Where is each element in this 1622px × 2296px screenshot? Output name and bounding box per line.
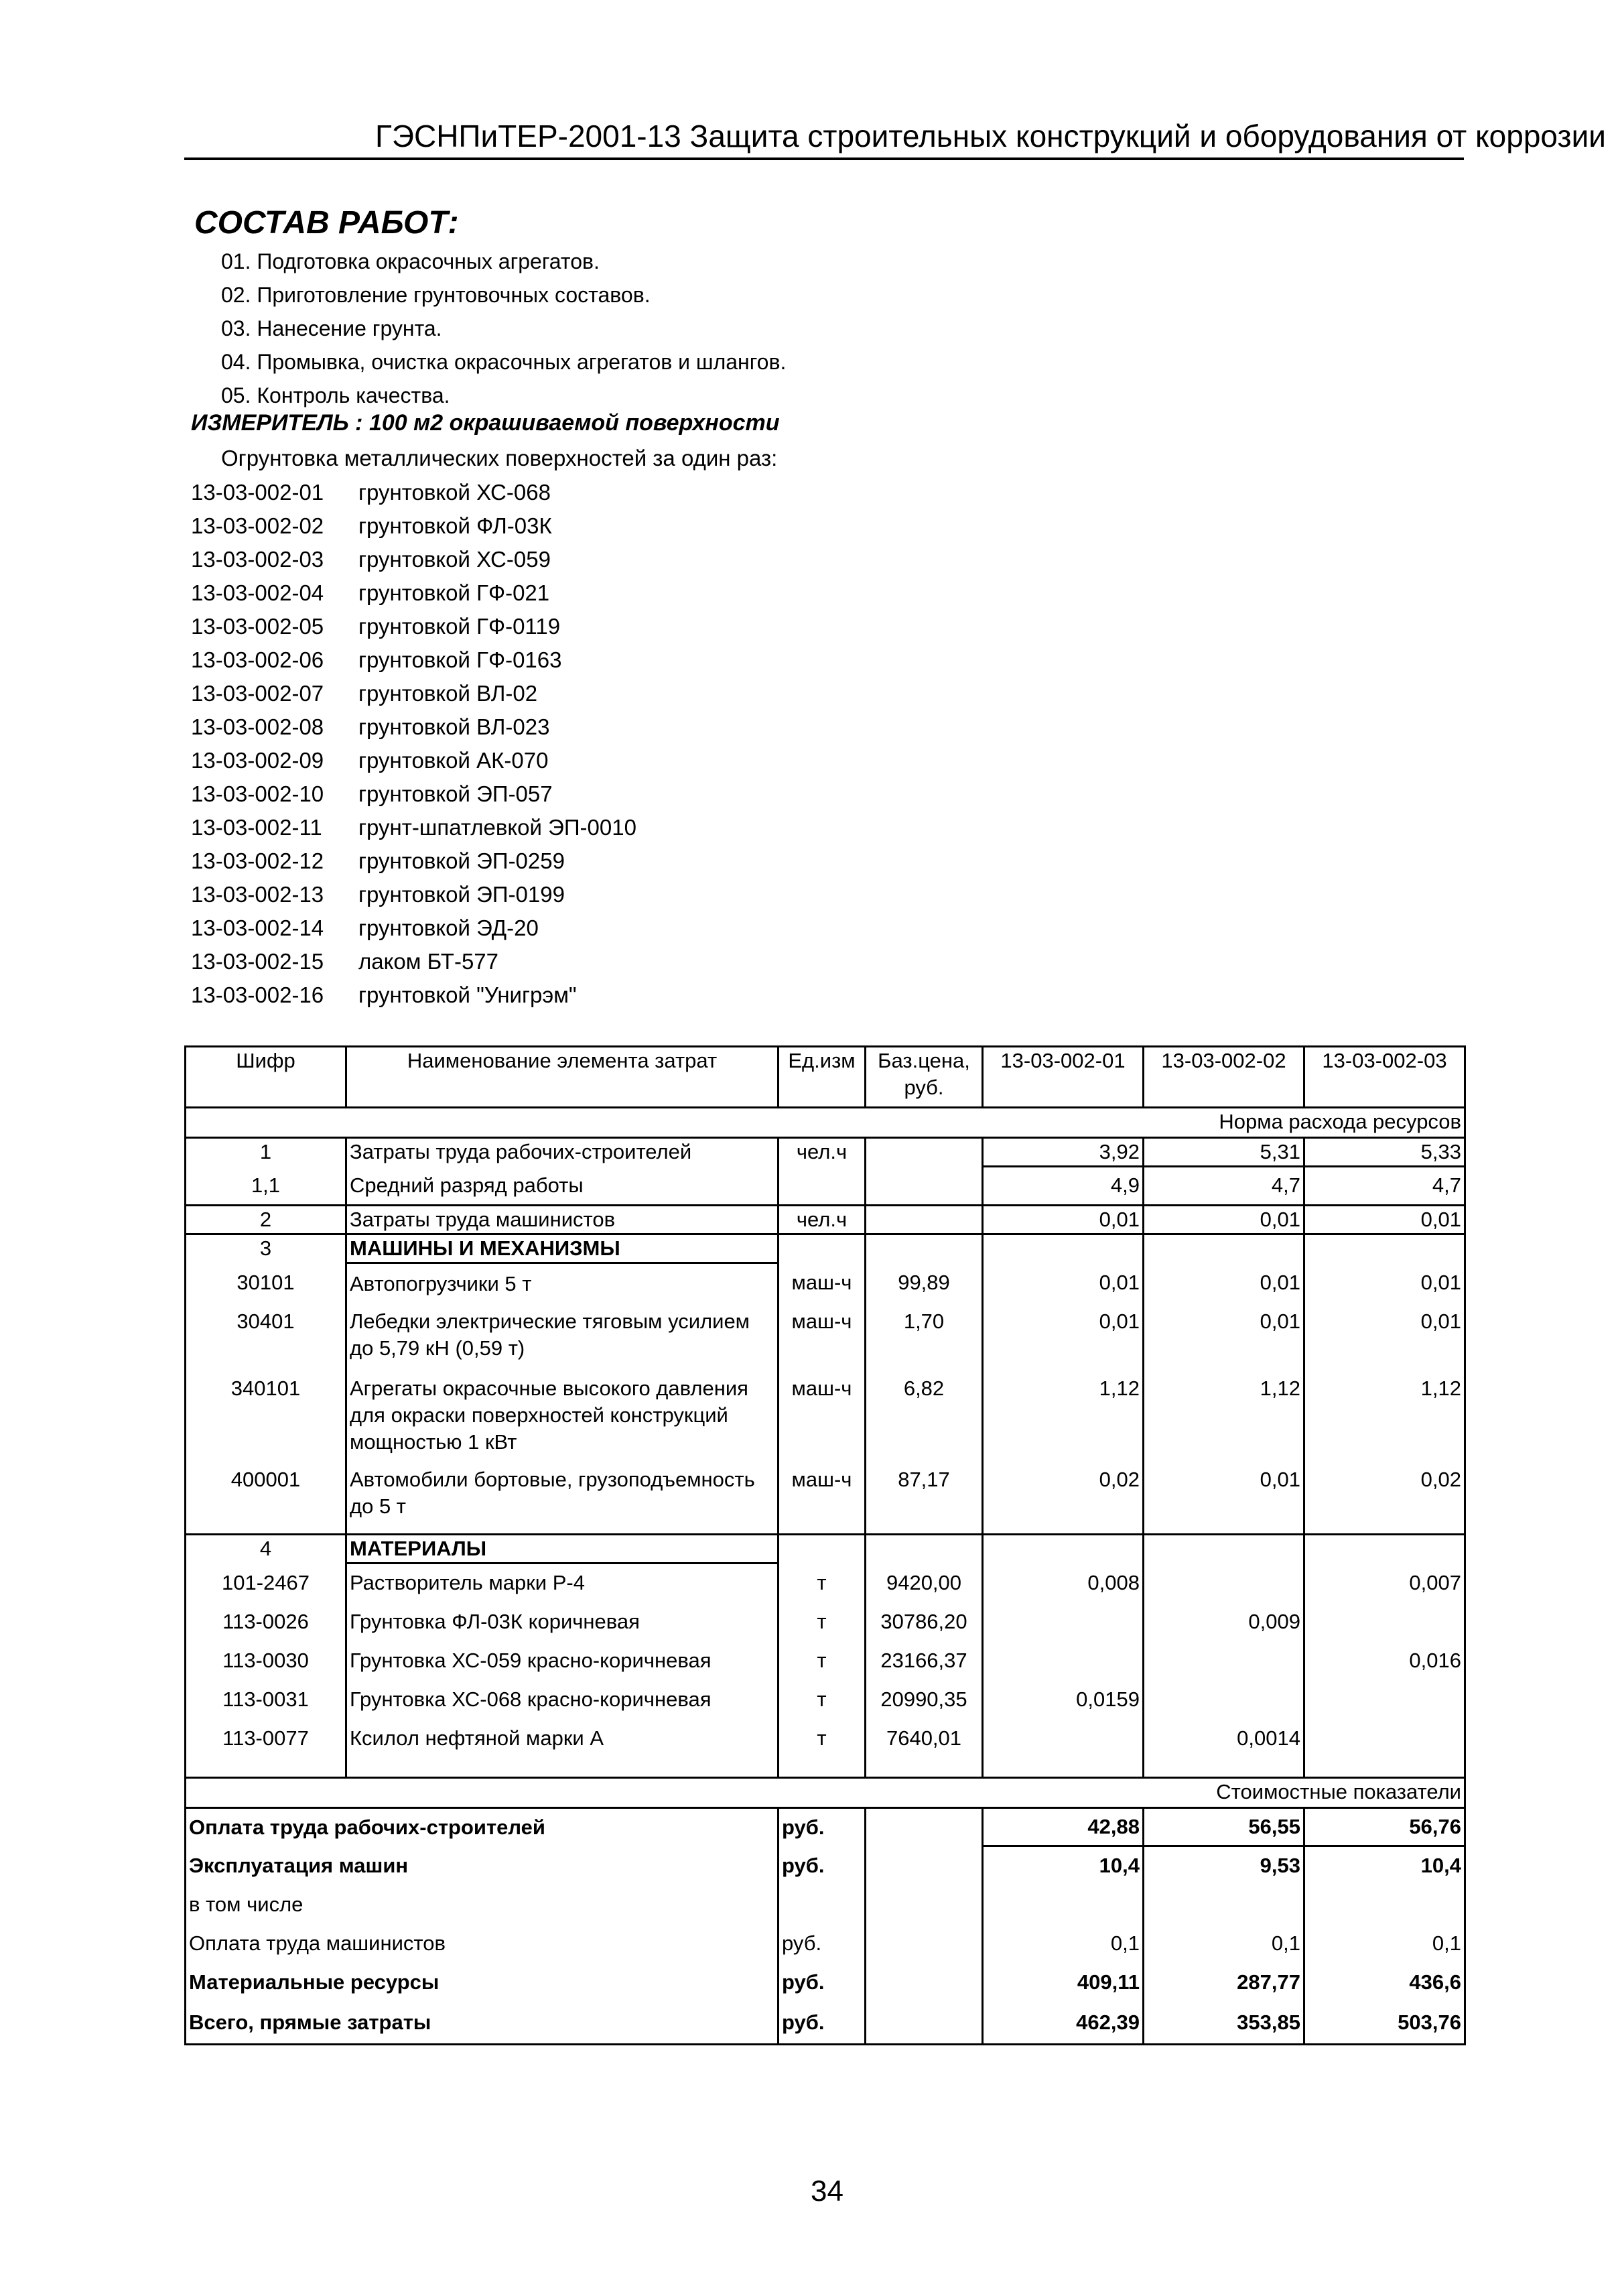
code-row — [191, 677, 636, 710]
code-row — [191, 811, 636, 844]
cost-row — [186, 2002, 1465, 2045]
cost-row-value-2 — [1144, 1885, 1304, 1924]
row-unit: т — [779, 1680, 866, 1719]
cost-row-name: Всего, прямые затраты — [186, 2002, 779, 2045]
section-title: СОСТАВ РАБОТ: — [194, 205, 459, 241]
code-row — [191, 610, 636, 643]
row-unit — [779, 1167, 866, 1206]
work-step: 05. Контроль качества. — [221, 383, 450, 407]
row-unit — [779, 1234, 866, 1263]
table-row — [186, 1641, 1465, 1680]
cost-row-value-2: 56,55 — [1144, 1807, 1304, 1846]
row-value-2: 0,01 — [1144, 1466, 1304, 1535]
row-name: Грунтовка ХС-068 красно-коричневая — [346, 1680, 779, 1719]
cost-row-value-3: 503,76 — [1304, 2002, 1465, 2045]
cost-row-value-2: 0,1 — [1144, 1924, 1304, 1963]
row-code: 1,1 — [186, 1167, 346, 1206]
code-id: 13-03-002-04 — [191, 580, 324, 605]
code-row — [191, 878, 636, 911]
row-value-2 — [1144, 1564, 1304, 1602]
code-name: грунтовкой ЭП-0259 — [358, 848, 565, 873]
table-row — [186, 1263, 1465, 1308]
row-code: 113-0026 — [186, 1602, 346, 1641]
row-unit: маш-ч — [779, 1263, 866, 1308]
code-name: грунтовкой ВЛ-02 — [358, 681, 538, 706]
row-name: Ксилол нефтяной марки А — [346, 1719, 779, 1758]
cost-row-value-1: 409,11 — [983, 1963, 1144, 2002]
row-unit: маш-ч — [779, 1466, 866, 1535]
code-row — [191, 476, 636, 509]
table-header-row — [186, 1047, 1465, 1108]
row-value-3: 1,12 — [1304, 1375, 1465, 1466]
row-value-1 — [983, 1234, 1144, 1263]
code-name: грунтовкой ХС-068 — [358, 480, 551, 505]
row-value-3: 0,016 — [1304, 1641, 1465, 1680]
header-col3: 13-03-002-03 — [1304, 1047, 1465, 1108]
row-name: Грунтовка ФЛ-03К коричневая — [346, 1602, 779, 1641]
row-value-1 — [983, 1719, 1144, 1758]
row-value-3 — [1304, 1234, 1465, 1263]
code-name: грунт-шпатлевкой ЭП-0010 — [358, 815, 636, 840]
table-row — [186, 1719, 1465, 1758]
table-row — [186, 1234, 1465, 1263]
cost-row-name: Эксплуатация машин — [186, 1846, 779, 1885]
cost-row-unit: руб. — [779, 2002, 866, 2045]
row-value-2 — [1144, 1535, 1304, 1564]
code-name: грунтовкой "Унигрэм" — [358, 982, 577, 1007]
table-row — [186, 1138, 1465, 1167]
row-unit: т — [779, 1602, 866, 1641]
row-name: Автомобили бортовые, грузоподъемность до 5 т — [346, 1466, 779, 1535]
cost-row-value-1: 10,4 — [983, 1846, 1144, 1885]
row-price — [866, 1138, 983, 1167]
row-value-1: 4,9 — [983, 1167, 1144, 1206]
row-unit: т — [779, 1641, 866, 1680]
row-value-1: 0,008 — [983, 1564, 1144, 1602]
cost-row-value-1: 42,88 — [983, 1807, 1144, 1846]
norm-band-label: Норма расхода ресурсов — [186, 1108, 1465, 1138]
row-name: Лебедки электрические тяговым усилием до 5,79 кН (0,59 т) — [346, 1308, 779, 1375]
row-value-3 — [1304, 1602, 1465, 1641]
row-code: 113-0077 — [186, 1719, 346, 1758]
row-value-3: 4,7 — [1304, 1167, 1465, 1206]
cost-row-unit: руб. — [779, 1963, 866, 2002]
code-name: грунтовкой ГФ-0163 — [358, 647, 562, 672]
cost-row-value-1 — [983, 1885, 1144, 1924]
code-row — [191, 643, 636, 677]
code-id: 13-03-002-09 — [191, 748, 324, 773]
row-value-3 — [1304, 1719, 1465, 1758]
header-rule — [184, 157, 1464, 160]
code-row — [191, 777, 636, 811]
row-value-2 — [1144, 1680, 1304, 1719]
table-row — [186, 1205, 1465, 1234]
code-id: 13-03-002-14 — [191, 915, 324, 940]
row-price: 20990,35 — [866, 1680, 983, 1719]
code-id: 13-03-002-05 — [191, 614, 324, 639]
row-value-2 — [1144, 1234, 1304, 1263]
table-row — [186, 1535, 1465, 1564]
row-code: 1 — [186, 1138, 346, 1167]
work-step: 01. Подготовка окрасочных агрегатов. — [221, 249, 600, 273]
row-price: 6,82 — [866, 1375, 983, 1466]
code-name: грунтовкой ЭП-0199 — [358, 882, 565, 907]
header-col1: 13-03-002-01 — [983, 1047, 1144, 1108]
row-name: Средний разряд работы — [346, 1167, 779, 1206]
row-name: Агрегаты окрасочные высокого давления для окраски поверхностей конструкций мощностью 1 кВт — [346, 1375, 779, 1466]
code-row — [191, 710, 636, 744]
cost-row-unit: руб. — [779, 1846, 866, 1885]
row-name: Затраты труда рабочих-строителей — [346, 1138, 779, 1167]
row-price: 7640,01 — [866, 1719, 983, 1758]
code-id: 13-03-002-13 — [191, 882, 324, 907]
cost-row-value-3 — [1304, 1885, 1465, 1924]
row-value-1: 0,01 — [983, 1205, 1144, 1234]
cost-row-name: Оплата труда рабочих-строителей — [186, 1807, 779, 1846]
row-value-3: 0,01 — [1304, 1308, 1465, 1375]
row-code: 4 — [186, 1535, 346, 1564]
row-name: Растворитель марки Р-4 — [346, 1564, 779, 1602]
header-code: Шифр — [186, 1047, 346, 1108]
row-code: 30101 — [186, 1263, 346, 1308]
cost-row-name: в том числе — [186, 1885, 779, 1924]
row-price: 30786,20 — [866, 1602, 983, 1641]
row-value-3 — [1304, 1535, 1465, 1564]
cost-row-value-3: 436,6 — [1304, 1963, 1465, 2002]
row-value-3: 5,33 — [1304, 1138, 1465, 1167]
row-code: 101-2467 — [186, 1564, 346, 1602]
code-name: лаком БТ-577 — [358, 949, 499, 974]
row-price: 9420,00 — [866, 1564, 983, 1602]
work-step: 02. Приготовление грунтовочных составов. — [221, 283, 651, 307]
row-value-1: 1,12 — [983, 1375, 1144, 1466]
row-value-1: 0,0159 — [983, 1680, 1144, 1719]
row-value-2: 1,12 — [1144, 1375, 1304, 1466]
row-price — [866, 1167, 983, 1206]
norm-band-row — [186, 1108, 1465, 1138]
cost-row-value-3: 10,4 — [1304, 1846, 1465, 1885]
code-id: 13-03-002-10 — [191, 781, 324, 806]
cost-row-value-2: 353,85 — [1144, 2002, 1304, 2045]
row-value-2 — [1144, 1641, 1304, 1680]
code-id: 13-03-002-16 — [191, 982, 324, 1007]
row-value-2: 5,31 — [1144, 1138, 1304, 1167]
row-code: 113-0031 — [186, 1680, 346, 1719]
row-value-3: 0,007 — [1304, 1564, 1465, 1602]
table-spacer-row — [186, 1758, 1465, 1778]
row-value-2: 0,009 — [1144, 1602, 1304, 1641]
codes-heading: Огрунтовка металлических поверхностей за один раз: — [221, 446, 778, 470]
row-unit: т — [779, 1564, 866, 1602]
row-price: 1,70 — [866, 1308, 983, 1375]
code-row — [191, 576, 636, 610]
row-code: 113-0030 — [186, 1641, 346, 1680]
table-row — [186, 1308, 1465, 1375]
row-value-1 — [983, 1641, 1144, 1680]
cost-band-label: Стоимостные показатели — [186, 1777, 1465, 1807]
cost-row-value-1: 0,1 — [983, 1924, 1144, 1963]
code-id: 13-03-002-08 — [191, 714, 324, 739]
code-name: грунтовкой ФЛ-03К — [358, 513, 552, 538]
row-value-3: 0,02 — [1304, 1466, 1465, 1535]
row-value-3: 0,01 — [1304, 1263, 1465, 1308]
code-id: 13-03-002-07 — [191, 681, 324, 706]
row-unit: маш-ч — [779, 1375, 866, 1466]
row-value-3 — [1304, 1680, 1465, 1719]
cost-row-name: Материальные ресурсы — [186, 1963, 779, 2002]
row-value-1 — [983, 1535, 1144, 1564]
measure-unit: ИЗМЕРИТЕЛЬ : 100 м2 окрашиваемой поверхности — [191, 410, 780, 436]
cost-row-name: Оплата труда машинистов — [186, 1924, 779, 1963]
cost-row-value-3: 56,76 — [1304, 1807, 1465, 1846]
cost-row — [186, 1807, 1465, 1846]
code-name: грунтовкой ГФ-0119 — [358, 614, 561, 639]
code-row — [191, 744, 636, 777]
cost-row — [186, 1885, 1465, 1924]
code-id: 13-03-002-03 — [191, 547, 324, 572]
table-row — [186, 1564, 1465, 1602]
table-row — [186, 1680, 1465, 1719]
row-value-2: 0,01 — [1144, 1205, 1304, 1234]
document-header-title: ГЭСНПиТЕР-2001-13 Защита строительных конструкций и оборудования от коррозии — [375, 119, 1606, 153]
cost-band-row — [186, 1777, 1465, 1807]
row-code: 3 — [186, 1234, 346, 1263]
table-row — [186, 1167, 1465, 1206]
row-price: 23166,37 — [866, 1641, 983, 1680]
code-id: 13-03-002-06 — [191, 647, 324, 672]
row-code: 30401 — [186, 1308, 346, 1375]
row-price: 87,17 — [866, 1466, 983, 1535]
row-unit — [779, 1535, 866, 1564]
cost-row-unit: руб. — [779, 1807, 866, 1846]
row-name: Затраты труда машинистов — [346, 1205, 779, 1234]
row-name: МАТЕРИАЛЫ — [346, 1535, 779, 1564]
code-name: грунтовкой ЭД-20 — [358, 915, 539, 940]
code-name: грунтовкой АК-070 — [358, 748, 549, 773]
row-price: 99,89 — [866, 1263, 983, 1308]
row-value-2: 4,7 — [1144, 1167, 1304, 1206]
codes-list — [191, 476, 636, 1012]
code-id: 13-03-002-11 — [191, 815, 322, 840]
row-name: Грунтовка ХС-059 красно-коричневая — [346, 1641, 779, 1680]
work-steps-list — [221, 245, 786, 412]
code-name: грунтовкой ГФ-021 — [358, 580, 550, 605]
row-value-2: 0,01 — [1144, 1263, 1304, 1308]
row-value-1: 3,92 — [983, 1138, 1144, 1167]
row-value-1: 0,02 — [983, 1466, 1144, 1535]
code-id: 13-03-002-15 — [191, 949, 324, 974]
table-row — [186, 1466, 1465, 1535]
row-unit: чел.ч — [779, 1138, 866, 1167]
code-id: 13-03-002-02 — [191, 513, 324, 538]
cost-row — [186, 1963, 1465, 2002]
code-row — [191, 911, 636, 945]
row-code: 2 — [186, 1205, 346, 1234]
row-code: 340101 — [186, 1375, 346, 1466]
header-unit: Ед.изм — [779, 1047, 866, 1108]
row-price — [866, 1205, 983, 1234]
row-value-2: 0,01 — [1144, 1308, 1304, 1375]
row-name: Автопогрузчики 5 т — [346, 1263, 779, 1308]
page-number: 34 — [811, 2175, 843, 2208]
cost-row — [186, 1924, 1465, 1963]
header-name: Наименование элемента затрат — [346, 1047, 779, 1108]
cost-row — [186, 1846, 1465, 1885]
row-price — [866, 1535, 983, 1564]
row-value-1: 0,01 — [983, 1308, 1144, 1375]
code-id: 13-03-002-01 — [191, 480, 324, 505]
table-row — [186, 1602, 1465, 1641]
header-price: Баз.цена, руб. — [866, 1047, 983, 1108]
row-unit: т — [779, 1719, 866, 1758]
row-value-1: 0,01 — [983, 1263, 1144, 1308]
row-name: МАШИНЫ И МЕХАНИЗМЫ — [346, 1234, 779, 1263]
code-row — [191, 844, 636, 878]
header-col2: 13-03-002-02 — [1144, 1047, 1304, 1108]
row-value-2: 0,0014 — [1144, 1719, 1304, 1758]
code-row — [191, 945, 636, 978]
code-row — [191, 978, 636, 1012]
code-row — [191, 509, 636, 543]
code-row — [191, 543, 636, 576]
row-unit: маш-ч — [779, 1308, 866, 1375]
table-row — [186, 1375, 1465, 1466]
cost-row-value-3: 0,1 — [1304, 1924, 1465, 1963]
code-name: грунтовкой ВЛ-023 — [358, 714, 550, 739]
cost-row-unit — [779, 1885, 866, 1924]
code-name: грунтовкой ХС-059 — [358, 547, 551, 572]
row-unit: чел.ч — [779, 1205, 866, 1234]
row-value-3: 0,01 — [1304, 1205, 1465, 1234]
cost-row-value-2: 287,77 — [1144, 1963, 1304, 2002]
work-step: 04. Промывка, очистка окрасочных агрегатов и шлангов. — [221, 350, 787, 374]
row-value-1 — [983, 1602, 1144, 1641]
code-name: грунтовкой ЭП-057 — [358, 781, 553, 806]
work-step: 03. Нанесение грунта. — [221, 316, 442, 340]
cost-row-value-2: 9,53 — [1144, 1846, 1304, 1885]
code-id: 13-03-002-12 — [191, 848, 324, 873]
cost-row-value-1: 462,39 — [983, 2002, 1144, 2045]
row-price — [866, 1234, 983, 1263]
cost-row-unit: руб. — [779, 1924, 866, 1963]
resource-norms-table — [184, 1045, 1466, 2045]
row-code: 400001 — [186, 1466, 346, 1535]
